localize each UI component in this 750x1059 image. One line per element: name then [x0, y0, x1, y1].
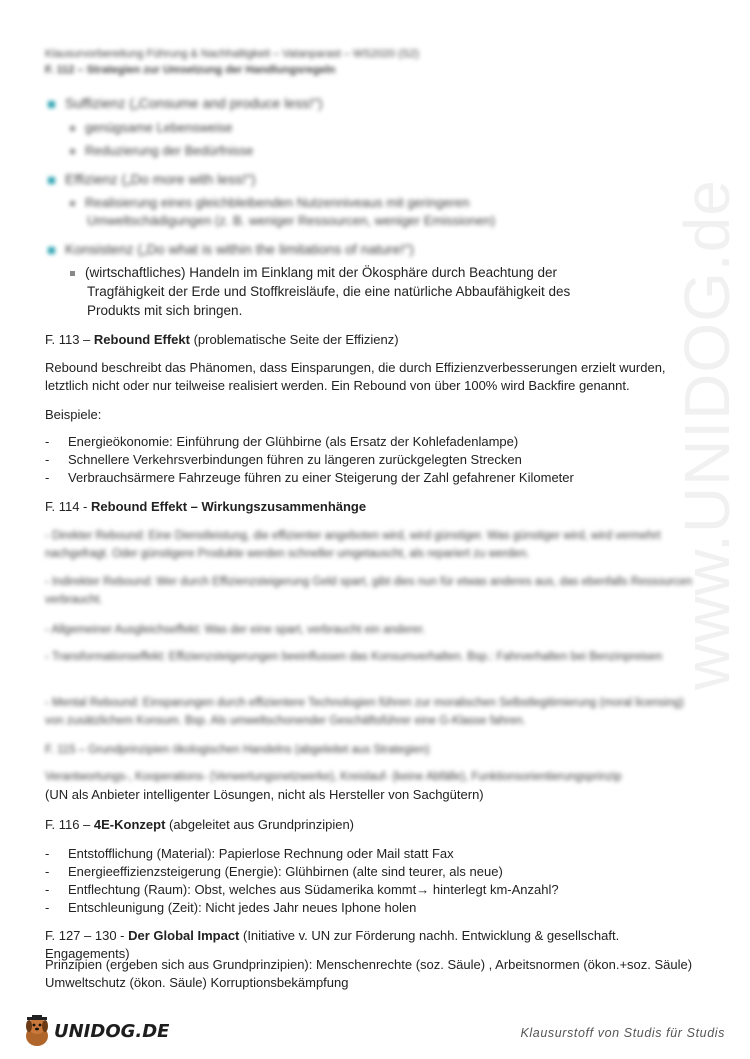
slide-sub-bullet: Reduzierung der Bedürfnisse	[70, 142, 253, 160]
square-bullet-icon	[48, 177, 55, 184]
watermark: www.UNIDOG.de	[671, 179, 743, 690]
f127-principles-line-2: Umweltschutz (ökon. Säule) Korruptionsbekämpfung	[45, 975, 349, 990]
slide-sub-bullet-cont: Produkts mit sich bringen.	[87, 303, 243, 318]
square-bullet-icon	[70, 126, 75, 131]
square-bullet-icon	[70, 149, 75, 154]
f113-beispiele-label: Beispiele:	[45, 407, 102, 422]
f114-paragraph: - Indirekter Rebound: Wer durch Effizienzsteigerung Geld spart, gibt dies nun für etwas anderes aus, das ebenfalls Ressourcen verbraucht.	[45, 576, 693, 606]
f114-paragraph: - Mental Rebound: Einsparungen durch effizientere Technologien führen zur moralischen Selbstlegitimierung (moral licensing) von zusätzlichem Konsum. Bsp. Als umweltschonender Geschäftsführer eine G-Klasse fahren.	[45, 697, 684, 727]
header-line-1: Klausurvorbereitung Führung & Nachhaltigkeit – Vatanparast – WS2020 (S2)	[45, 48, 420, 60]
f114-paragraph: - Allgemeiner Ausgleichseffekt: Was der eine spart, verbraucht ein anderer.	[45, 624, 426, 636]
slide-sub-bullet: (wirtschaftliches) Handeln im Einklang mit der Ökosphäre durch Beachtung der	[70, 264, 557, 282]
square-bullet-icon	[48, 247, 55, 254]
f115-explanation: (UN als Anbieter intelligenter Lösungen, nicht als Hersteller von Sachgütern)	[45, 787, 484, 802]
slide-bullet-konsistenz: Konsistenz („Do what is within the limitations of nature!")	[48, 240, 414, 258]
f114-paragraph: - Direkter Rebound: Eine Dienstleistung, die effizienter angeboten wird, wird günstiger. Was günstiger wird, wird vermehrt nachgefragt. Oder günstigere Produkte werden schneller umgetauscht, als repariert zu werden.	[45, 530, 661, 560]
f114-heading: F. 114 - Rebound Effekt – Wirkungszusammenhänge	[45, 499, 367, 514]
dog-mascot-icon	[22, 1014, 52, 1048]
slide-sub-bullet-cont: Umweltschädigungen (z. B. weniger Ressourcen, weniger Emissionen)	[87, 213, 496, 228]
f113-example-list	[45, 433, 705, 487]
footer-logo[interactable]	[22, 1013, 169, 1049]
slide-bullet-effizienz: Effizienz („Do more with less!")	[48, 170, 256, 188]
f127-heading: F. 127 – 130 - Der Global Impact (Initiative v. UN zur Förderung nachh. Entwicklung & gesellschaft. Engagements)	[45, 928, 620, 961]
list-item: - Energieökonomie: Einführung der Glühbirne (als Ersatz der Kohlefadenlampe)	[45, 433, 705, 451]
footer-tagline: Klausurstoff von Studis für Studis	[520, 1026, 725, 1040]
header-line-2: F. 112 – Strategien zur Umsetzung der Handlungsregeln	[45, 64, 336, 76]
list-item: - Entschleunigung (Zeit): Nicht jedes Jahr neues Iphone holen	[45, 899, 705, 917]
f113-paragraph: Rebound beschreibt das Phänomen, dass Einsparungen, die durch Effizienzverbesserungen erzielt wurden, letztlich nicht oder nur teilweise realisiert werden. Ein Rebound von über 100% wird Backfire genannt.	[45, 360, 666, 393]
f114-paragraph: - Transformationseffekt: Effizienzsteigerungen beeinflussen das Konsumverhalten. Bsp.: Fahrverhalten bei Benzinpreisen	[45, 651, 663, 663]
square-bullet-icon	[70, 201, 75, 206]
list-item: - Entflechtung (Raum): Obst, welches aus Südamerika kommt→ hinterlegt km-Anzahl?	[45, 881, 705, 899]
slide-sub-bullet-cont: Tragfähigkeit der Erde und Stoffkreisläufe, die eine natürliche Abbaufähigkeit des	[87, 284, 571, 299]
f116-heading: F. 116 – 4E-Konzept (abgeleitet aus Grundprinzipien)	[45, 817, 355, 832]
f113-heading: F. 113 – Rebound Effekt (problematische Seite der Effizienz)	[45, 332, 399, 347]
brand-logo: UNIDOG.DE	[54, 1020, 170, 1042]
list-item: - Entstofflichung (Material): Papierlose Rechnung oder Mail statt Fax	[45, 845, 705, 863]
f115-principles: Verantwortungs-, Kooperations- (Verwertungsnetzwerke), Kreislauf- (keine Abfälle), Funktionsorientierungsprinzip	[45, 771, 622, 783]
square-bullet-icon	[48, 101, 55, 108]
square-bullet-icon	[70, 271, 75, 276]
list-item: - Schnellere Verkehrsverbindungen führen zu längeren zurückgelegten Strecken	[45, 451, 705, 469]
slide-sub-bullet: Realisierung eines gleichbleibenden Nutzenniveaus mit geringeren	[70, 194, 469, 212]
list-item: - Verbrauchsärmere Fahrzeuge führen zu einer Steigerung der Zahl gefahrener Kilometer	[45, 469, 705, 487]
list-item: - Energieeffizienzsteigerung (Energie): Glühbirnen (alte sind teurer, als neue)	[45, 863, 705, 881]
f116-list	[45, 845, 705, 917]
f115-heading: F. 115 – Grundprinzipien ökologischen Handelns (abgeleitet aus Strategien)	[45, 744, 430, 756]
slide-sub-bullet: genügsame Lebensweise	[70, 119, 232, 137]
f127-principles-line-1: Prinzipien (ergeben sich aus Grundprinzipien): Menschenrechte (soz. Säule) , Arbeitsnormen (ökon.+soz. Säule)	[45, 957, 693, 972]
slide-bullet-suffizienz: Suffizienz („Consume and produce less!")	[48, 94, 323, 112]
